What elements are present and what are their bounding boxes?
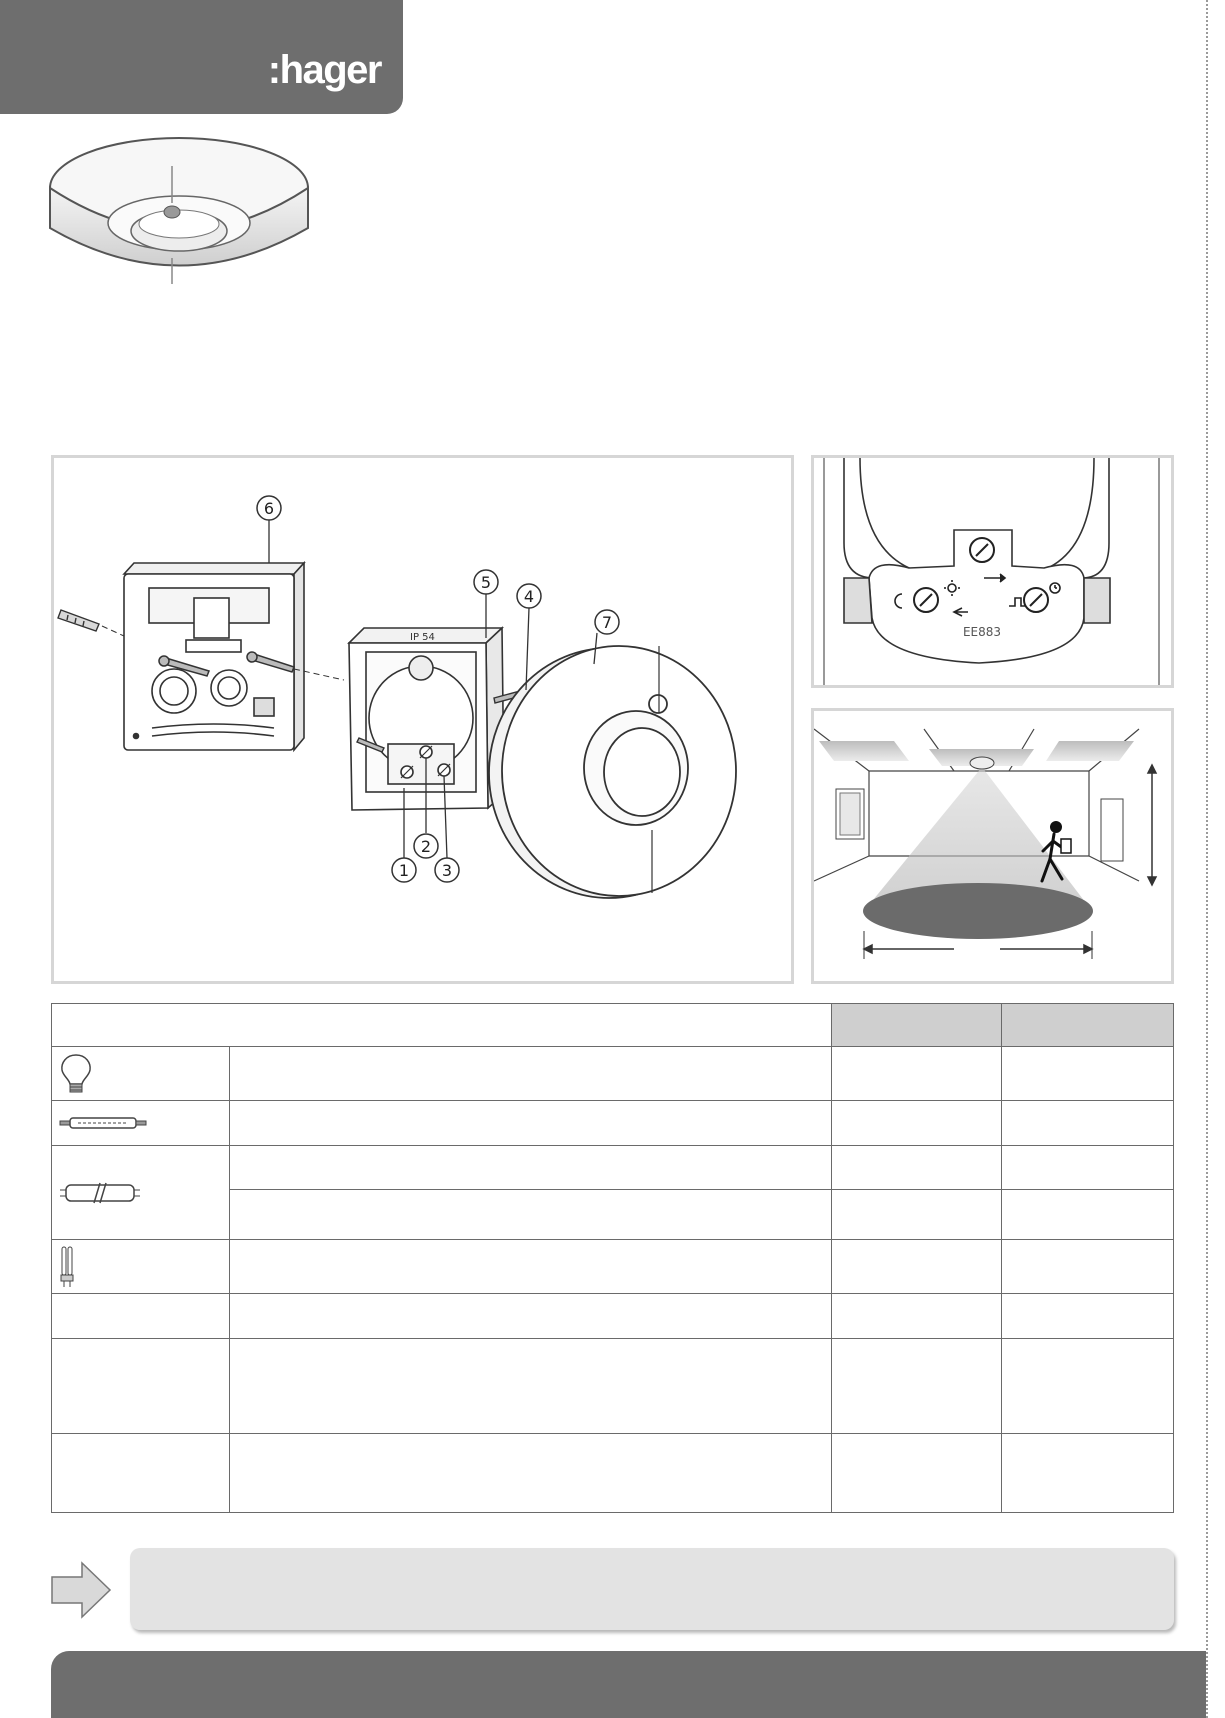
table-header-col-2: [1002, 1004, 1174, 1047]
spec-table: [51, 1003, 1174, 1513]
row-label: [52, 1294, 230, 1339]
row-value-2: [1002, 1339, 1174, 1434]
callout-3: 3: [441, 861, 453, 880]
row-value-2: [1002, 1434, 1174, 1513]
callout-6: 6: [263, 499, 275, 518]
model-label: EE883: [962, 625, 1002, 639]
exploded-view-figure: [51, 455, 794, 984]
row-value-1: [832, 1434, 1002, 1513]
row-desc: [230, 1240, 832, 1294]
arrow-right-icon: [50, 1561, 112, 1619]
row-value-2: [1002, 1294, 1174, 1339]
table-row: [52, 1339, 1174, 1434]
compact-fluorescent-icon: [58, 1245, 76, 1289]
row-icon-cell: [52, 1240, 230, 1294]
table-row: [52, 1146, 1174, 1190]
row-value-1: [832, 1146, 1002, 1190]
table-header-row: [52, 1004, 1174, 1047]
row-desc: [230, 1294, 832, 1339]
row-value-1: [832, 1190, 1002, 1240]
row-icon-cell: [52, 1101, 230, 1146]
halogen-tube-icon: [58, 1115, 148, 1131]
svg-text:IP 54: IP 54: [410, 632, 435, 643]
row-value-2: [1002, 1101, 1174, 1146]
row-desc: [230, 1146, 832, 1190]
row-label: [52, 1434, 230, 1513]
row-value-1: [832, 1240, 1002, 1294]
table-row: [52, 1294, 1174, 1339]
table-row: [52, 1240, 1174, 1294]
row-desc: [230, 1190, 832, 1240]
row-icon-cell: [52, 1146, 230, 1240]
callout-1: 1: [398, 861, 410, 880]
incandescent-bulb-icon: [58, 1053, 94, 1095]
row-desc: [230, 1047, 832, 1101]
row-desc: [230, 1101, 832, 1146]
callout-5: 5: [480, 573, 492, 592]
row-value-2: [1002, 1047, 1174, 1101]
row-value-1: [832, 1294, 1002, 1339]
footer-bar: [51, 1651, 1206, 1718]
cut-line: [1206, 0, 1208, 1718]
table-header-col-1: [832, 1004, 1002, 1047]
callout-7: 7: [601, 613, 613, 632]
mounting-box: [124, 563, 304, 750]
row-value-2: [1002, 1146, 1174, 1190]
callout-4: 4: [523, 587, 535, 606]
header-bar: [0, 0, 403, 114]
row-label: [52, 1339, 230, 1434]
table-header-title: [52, 1004, 832, 1047]
detection-area-figure: [811, 708, 1174, 984]
brand-logo: :hager: [267, 48, 381, 92]
note-box: [130, 1548, 1174, 1630]
fluorescent-tube-icon: [58, 1181, 142, 1205]
selector-detail-figure: [811, 455, 1174, 688]
row-value-1: [832, 1047, 1002, 1101]
table-row: [52, 1101, 1174, 1146]
row-value-1: [832, 1339, 1002, 1434]
callout-2: 2: [420, 837, 432, 856]
row-value-1: [832, 1101, 1002, 1146]
table-row: [52, 1434, 1174, 1513]
table-row: [52, 1047, 1174, 1101]
row-value-2: [1002, 1240, 1174, 1294]
product-image: [48, 128, 310, 286]
row-desc: [230, 1339, 832, 1434]
row-desc: [230, 1434, 832, 1513]
row-icon-cell: [52, 1047, 230, 1101]
row-value-2: [1002, 1190, 1174, 1240]
